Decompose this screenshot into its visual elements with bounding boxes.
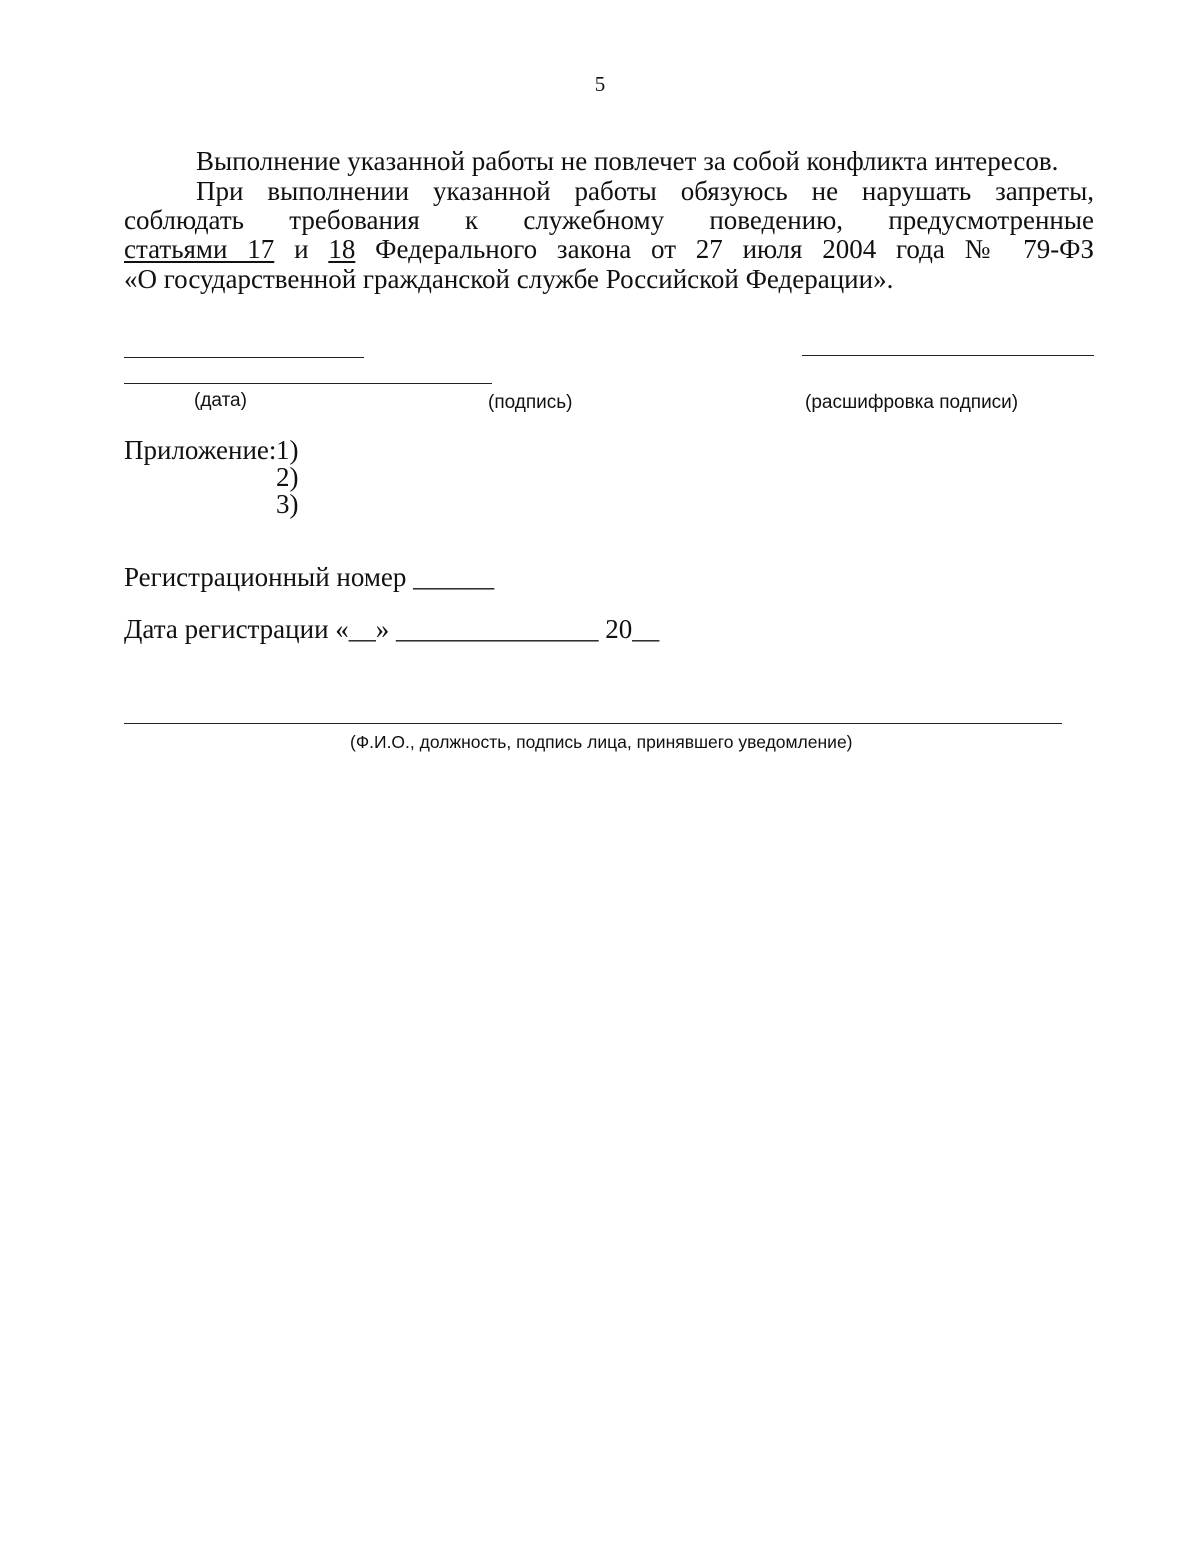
statement-and: и <box>294 234 309 264</box>
date-signature-line <box>124 383 492 384</box>
registration-number-row <box>124 562 494 593</box>
statement-text-2: При выполнении указанной работы обязуюсь не нарушать запреты, <box>196 176 1094 206</box>
registration-date-row <box>124 614 659 645</box>
registration-number-label: Регистрационный номер <box>124 562 407 592</box>
registration-date-label: Дата регистрации « <box>124 614 349 644</box>
statement-line-1 <box>124 146 1094 176</box>
statement-line-3 <box>124 205 1094 235</box>
receiver-caption: (Ф.И.О., должность, подпись лица, принявшего уведомление) <box>350 732 853 752</box>
attachment-item-2: 2) <box>276 462 299 492</box>
attachment-item-1: 1) <box>276 435 299 465</box>
registration-date-day-blank: __ <box>348 614 376 644</box>
registration-date-month-blank: » _______________ <box>375 614 599 644</box>
signature-decoding-caption: (расшифровка подписи) <box>805 392 1019 413</box>
registration-number-blank: ______ <box>413 562 495 592</box>
receiver-line <box>124 723 1062 724</box>
attachment-item-3: 3) <box>276 489 299 519</box>
statement-line-4 <box>124 234 1094 264</box>
signature-decoding-line <box>802 355 1094 356</box>
statement-text-4: Федерального закона от 27 июля 2004 года № 79-ФЗ <box>375 234 1095 264</box>
registration-date-year: 20__ <box>605 614 660 644</box>
page-number: 5 <box>594 72 606 96</box>
date-line-top <box>124 357 364 358</box>
statement-text-5: «О государственной гражданской службе Российской Федерации». <box>124 264 894 294</box>
signature-caption: (подпись) <box>488 392 573 413</box>
law-articles-link-17[interactable]: статьями 17 <box>124 234 275 264</box>
statement-text-1: Выполнение указанной работы не повлечет за собой конфликта интересов. <box>196 146 1059 176</box>
statement-line-2 <box>124 176 1094 206</box>
law-article-link-18[interactable]: 18 <box>328 234 356 264</box>
statement-text-3: соблюдать требования к служебному поведению, предусмотренные <box>124 205 1094 235</box>
statement-line-5 <box>124 264 1094 294</box>
attachments-label: Приложение: <box>124 435 277 465</box>
date-caption: (дата) <box>194 390 247 411</box>
